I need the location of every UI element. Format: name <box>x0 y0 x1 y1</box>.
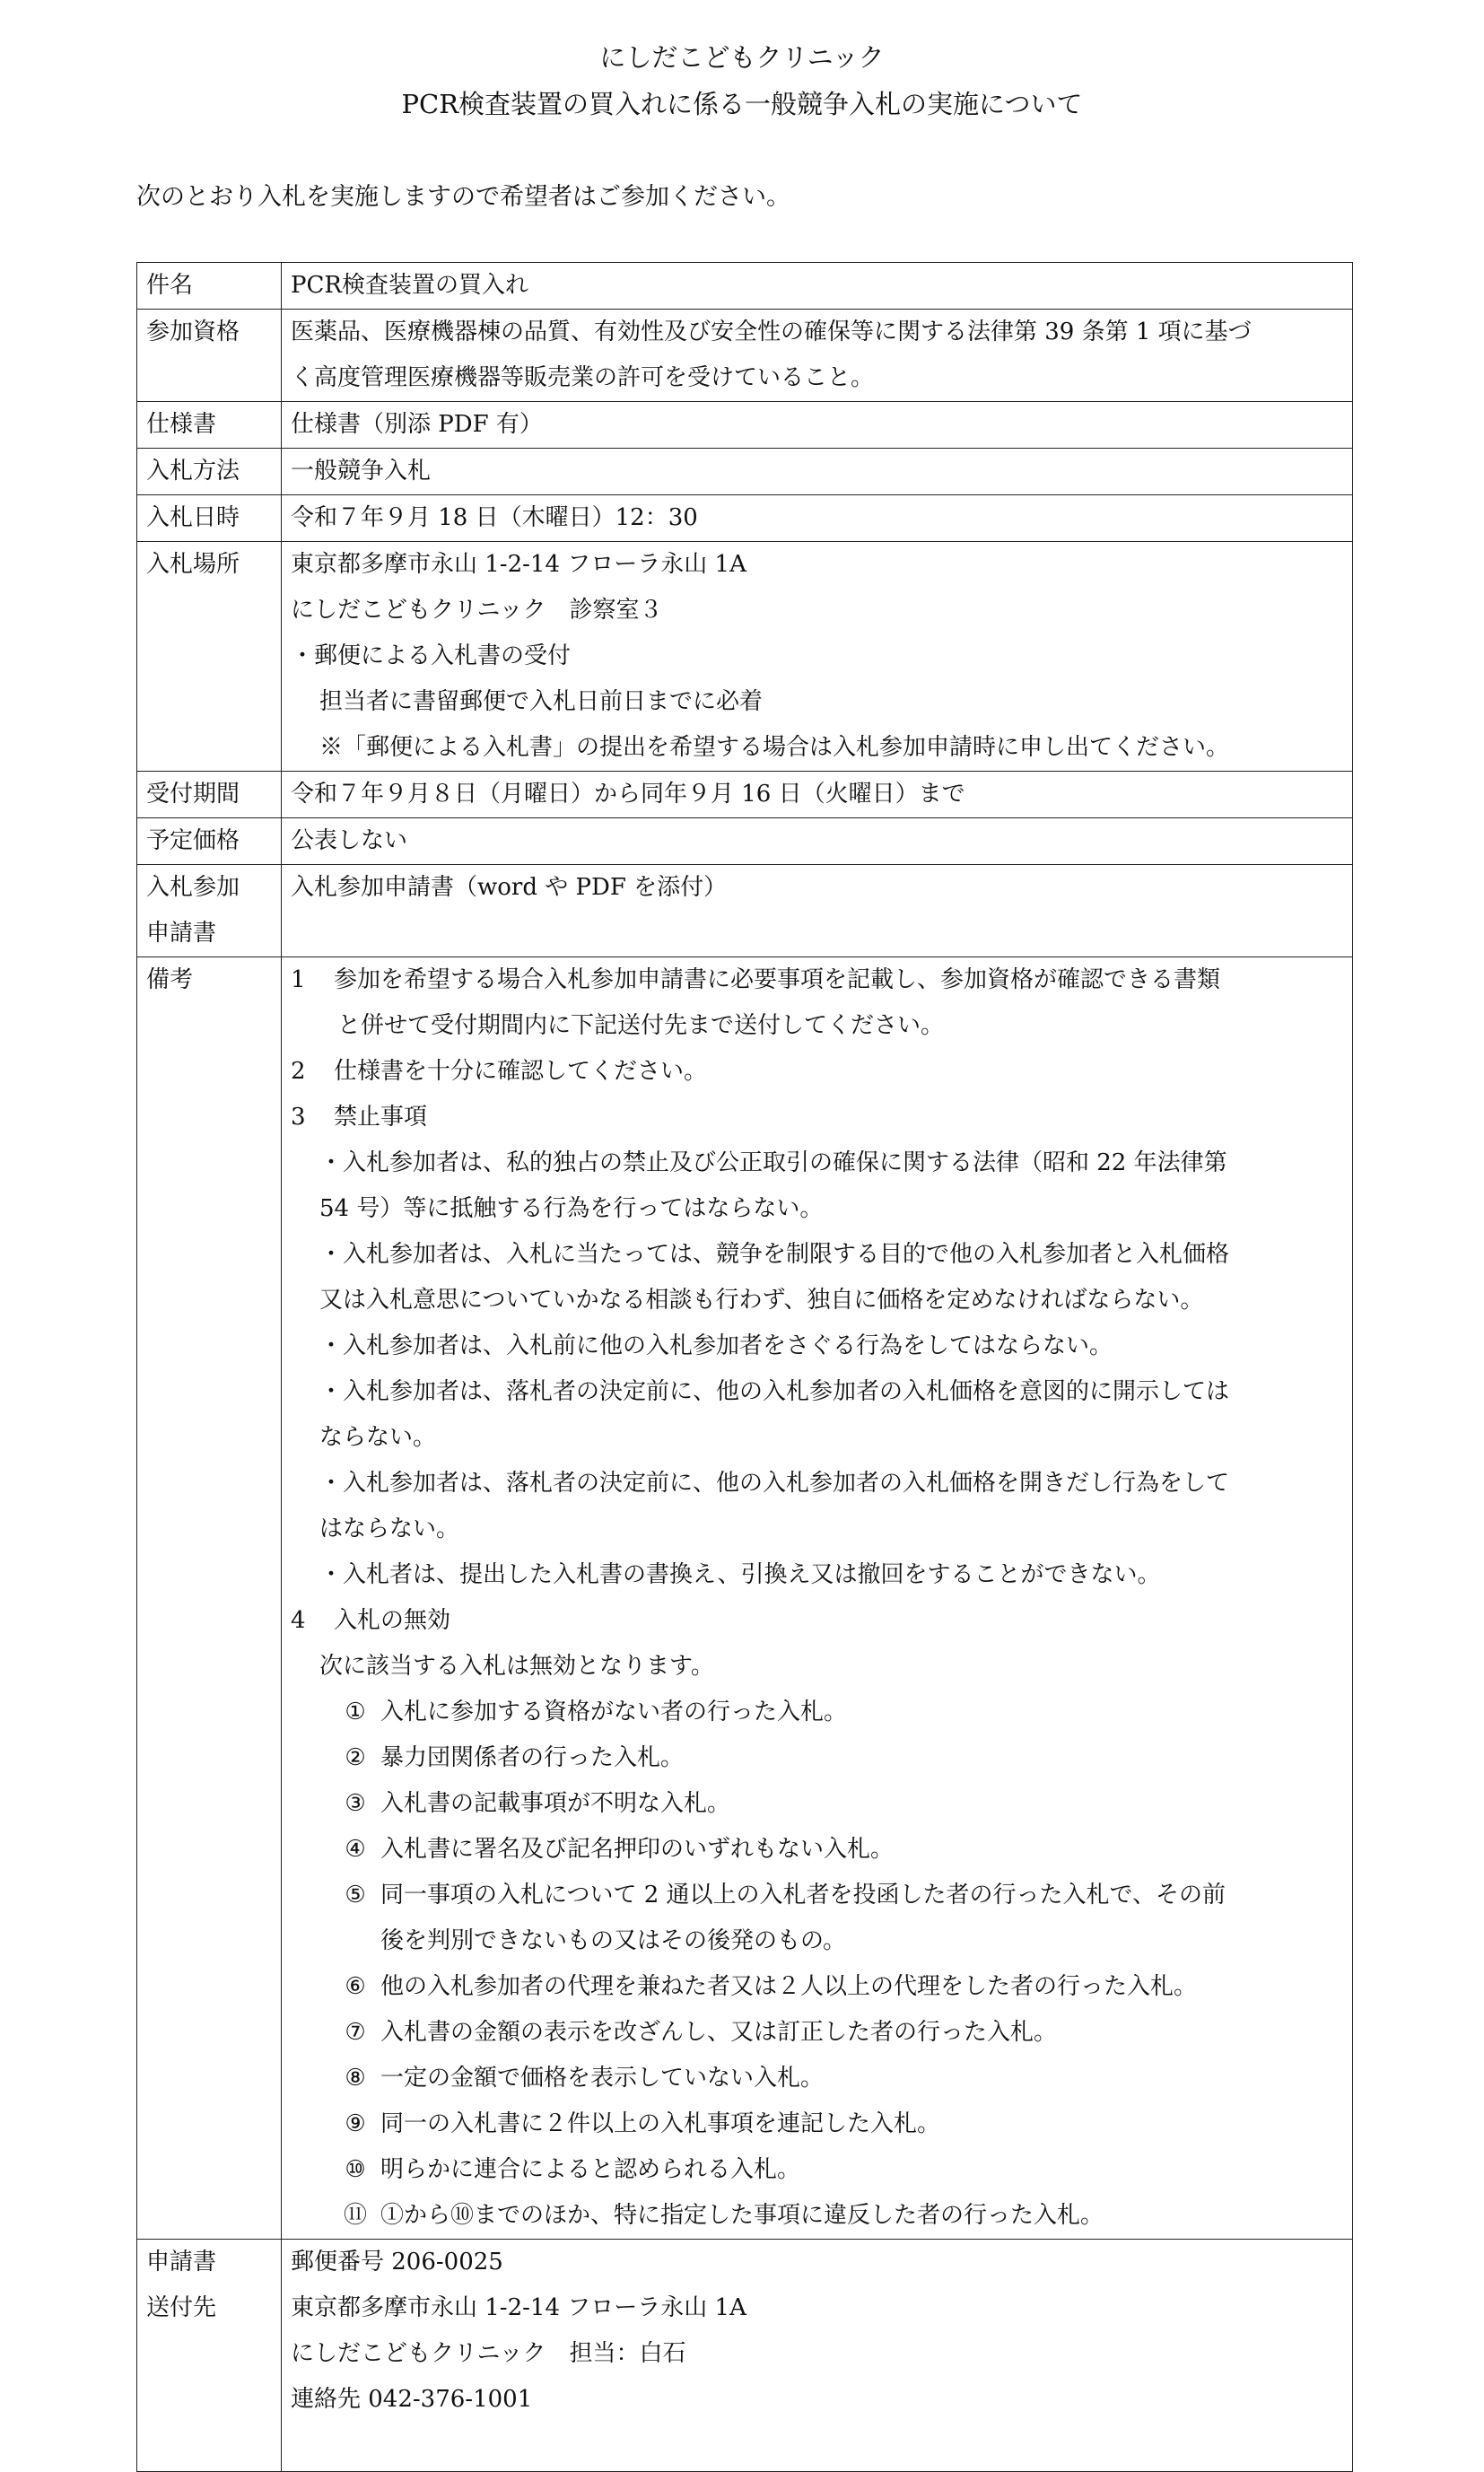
send-contact-person: にしだこどもクリニック 担当：白石 <box>291 2340 686 2367</box>
row-method <box>137 449 1353 495</box>
value-spec: 仕様書（別添 PDF 有） <box>282 402 1353 449</box>
remark-item1-line1 <box>291 957 1343 1003</box>
invalid-text: 明らかに連合によると認められる入札。 <box>380 2156 801 2183</box>
label-qualification: 参加資格 <box>137 310 282 402</box>
row-application <box>137 865 1353 957</box>
send-label-line1: 申請書 <box>146 2249 217 2275</box>
application-label-line2: 申請書 <box>146 920 217 947</box>
value-place <box>282 542 1353 772</box>
invalid-mark: ⑨ <box>345 2110 366 2137</box>
row-price <box>137 818 1353 865</box>
remark-item1-text: 参加を希望する場合入札参加申請書に必要事項を記載し、参加資格が確認できる書類 <box>334 966 1221 993</box>
remark-item4 <box>291 1598 1343 1644</box>
label-subject: 件名 <box>137 263 282 310</box>
remark-item4-text: 入札の無効 <box>334 1607 451 1634</box>
invalid-item-10 <box>291 2147 1343 2193</box>
page-title: PCR検査装置の買入れに係る一般競争入札の実施について <box>401 89 1083 119</box>
bid-info-table <box>136 262 1353 2472</box>
row-remarks <box>137 957 1353 2240</box>
value-datetime: 令和７年９月 18 日（木曜日）12：30 <box>282 495 1353 542</box>
invalid-mark: ⑤ <box>345 1882 366 1909</box>
remark-item2 <box>291 1049 1343 1095</box>
invalid-text: 入札書の記載事項が不明な入札。 <box>380 1790 731 1817</box>
invalid-item-2 <box>291 1735 1343 1781</box>
invalid-text: 同一の入札書に２件以上の入札事項を連記した入札。 <box>380 2110 941 2137</box>
invalid-mark: ② <box>345 1744 366 1771</box>
remark-item2-num: 2 <box>291 1058 306 1085</box>
prohibition-5b: はならない。 <box>319 1516 460 1542</box>
prohibition-2a: ・入札参加者は、入札に当たっては、競争を制限する目的で他の入札参加者と入札価格 <box>319 1241 1230 1268</box>
invalid-mark: ⑦ <box>345 2019 366 2046</box>
invalid-item-1 <box>291 1690 1343 1735</box>
invalid-text: 入札に参加する資格がない者の行った入札。 <box>380 1699 848 1725</box>
invalid-mark: ⑧ <box>345 2065 366 2092</box>
remark-item3-num: 3 <box>291 1104 306 1131</box>
invalid-mark: ⑥ <box>345 1973 366 2000</box>
row-place <box>137 542 1353 772</box>
invalid-item-9 <box>291 2101 1343 2147</box>
value-application: 入札参加申請書（word や PDF を添付） <box>282 865 1353 957</box>
remark-item3-text: 禁止事項 <box>334 1104 428 1131</box>
row-qualification <box>137 310 1353 402</box>
row-spec <box>137 402 1353 449</box>
invalid-mark: ① <box>345 1699 366 1725</box>
value-qualification <box>282 310 1353 402</box>
invalid-text: 入札書の金額の表示を改ざんし、又は訂正した者の行った入札。 <box>380 2019 1058 2046</box>
label-send <box>137 2240 282 2472</box>
invalid-mark: ③ <box>345 1790 366 1817</box>
invalid-text: 他の入札参加者の代理を兼ねた者又は２人以上の代理をした者の行った入札。 <box>380 1973 1198 2000</box>
invalid-mark: ⑩ <box>345 2156 366 2183</box>
invalid-list <box>291 1690 1343 2239</box>
remark-item1-num: 1 <box>291 966 306 993</box>
prohibition-5a: ・入札参加者は、落札者の決定前に、他の入札参加者の入札価格を開きだし行為をして <box>319 1470 1230 1497</box>
qualification-line1: 医薬品、医療機器棟の品質、有効性及び安全性の確保等に関する法律第 39 条第 1 項に基づ <box>291 319 1252 345</box>
value-remarks <box>282 957 1353 2240</box>
invalid-item-3 <box>291 1781 1343 1827</box>
invalid-text: 暴力団関係者の行った入札。 <box>380 1744 685 1771</box>
label-period: 受付期間 <box>137 772 282 818</box>
remark-item3 <box>291 1095 1343 1140</box>
place-line5: ※「郵便による入札書」の提出を希望する場合は入札参加申請時に申し出てください。 <box>319 734 1230 761</box>
invalid-mark: ⑪ <box>343 2202 367 2229</box>
remark-item4-intro: 次に該当する入札は無効となります。 <box>319 1653 714 1680</box>
send-phone: 連絡先 042-376-1001 <box>291 2386 533 2413</box>
label-place: 入札場所 <box>137 542 282 772</box>
invalid-text: 一定の金額で価格を表示していない入札。 <box>380 2065 825 2092</box>
invalid-text: ①から⑩までのほか、特に指定した事項に違反した者の行った入札。 <box>380 2202 1104 2229</box>
invalid-item-8 <box>291 2056 1343 2101</box>
invalid-mark: ④ <box>345 1836 366 1863</box>
place-line4: 担当者に書留郵便で入札日前日までに必着 <box>319 688 764 715</box>
invalid-text: 同一事項の入札について 2 通以上の入札者を投函した者の行った入札で、その前 <box>380 1882 1226 1909</box>
place-line1: 東京都多摩市永山 1-2-14 フローラ永山 1A <box>291 551 746 578</box>
value-price: 公表しない <box>282 818 1353 865</box>
label-price: 予定価格 <box>137 818 282 865</box>
qualification-line2: く高度管理医療機器等販売業の許可を受けていること。 <box>291 364 875 391</box>
send-label-line2: 送付先 <box>146 2294 217 2321</box>
value-subject: PCR検査装置の買入れ <box>282 263 1353 310</box>
remark-item4-num: 4 <box>291 1607 306 1634</box>
invalid-item-4 <box>291 1827 1343 1873</box>
invalid-text: 入札書に署名及び記名押印のいずれもない入札。 <box>380 1836 895 1863</box>
prohibition-4a: ・入札参加者は、落札者の決定前に、他の入札参加者の入札価格を意図的に開示しては <box>319 1378 1230 1405</box>
row-send <box>137 2240 1353 2472</box>
clinic-name: にしだこどもクリニック <box>599 42 885 73</box>
row-subject <box>137 263 1353 310</box>
row-datetime <box>137 495 1353 542</box>
value-period: 令和７年９月８日（月曜日）から同年９月 16 日（火曜日）まで <box>282 772 1353 818</box>
label-method: 入札方法 <box>137 449 282 495</box>
label-remarks: 備考 <box>137 957 282 2240</box>
remark-item2-text: 仕様書を十分に確認してください。 <box>334 1058 708 1085</box>
remark-item1-line2: と併せて受付期間内に下記送付先まで送付してください。 <box>337 1012 945 1039</box>
prohibition-1a: ・入札参加者は、私的独占の禁止及び公正取引の確保に関する法律（昭和 22 年法律第 <box>319 1149 1227 1176</box>
place-line3: ・郵便による入札書の受付 <box>291 642 572 669</box>
prohibition-3a: ・入札参加者は、入札前に他の入札参加者をさぐる行為をしてはならない。 <box>319 1332 1113 1359</box>
send-address: 東京都多摩市永山 1-2-14 フローラ永山 1A <box>291 2294 746 2321</box>
prohibition-6a: ・入札者は、提出した入札書の書換え、引換え又は撤回をすることができない。 <box>319 1561 1161 1588</box>
prohibition-4b: ならない。 <box>319 1424 437 1451</box>
invalid-item-5 <box>291 1873 1343 1918</box>
label-application <box>137 865 282 957</box>
row-period <box>137 772 1353 818</box>
label-datetime: 入札日時 <box>137 495 282 542</box>
place-line2: にしだこどもクリニック 診察室３ <box>291 597 663 624</box>
invalid-item-5-cont: 後を判別できないもの又はその後発のもの。 <box>380 1927 846 1954</box>
application-label-line1: 入札参加 <box>146 874 240 901</box>
prohibition-2b: 又は入札意思についていかなる相談も行わず、独自に価格を定めなければならない。 <box>319 1287 1204 1314</box>
send-postal-code: 郵便番号 206-0025 <box>291 2249 503 2275</box>
prohibition-1b: 54 号）等に抵触する行為を行ってはならない。 <box>319 1195 824 1222</box>
label-spec: 仕様書 <box>137 402 282 449</box>
intro-text: 次のとおり入札を実施しますので希望者はご参加ください。 <box>136 183 790 211</box>
value-send <box>282 2240 1353 2472</box>
value-method: 一般競争入札 <box>282 449 1353 495</box>
invalid-item-6 <box>291 1964 1343 2010</box>
invalid-item-11 <box>291 2193 1343 2239</box>
invalid-item-7 <box>291 2010 1343 2056</box>
